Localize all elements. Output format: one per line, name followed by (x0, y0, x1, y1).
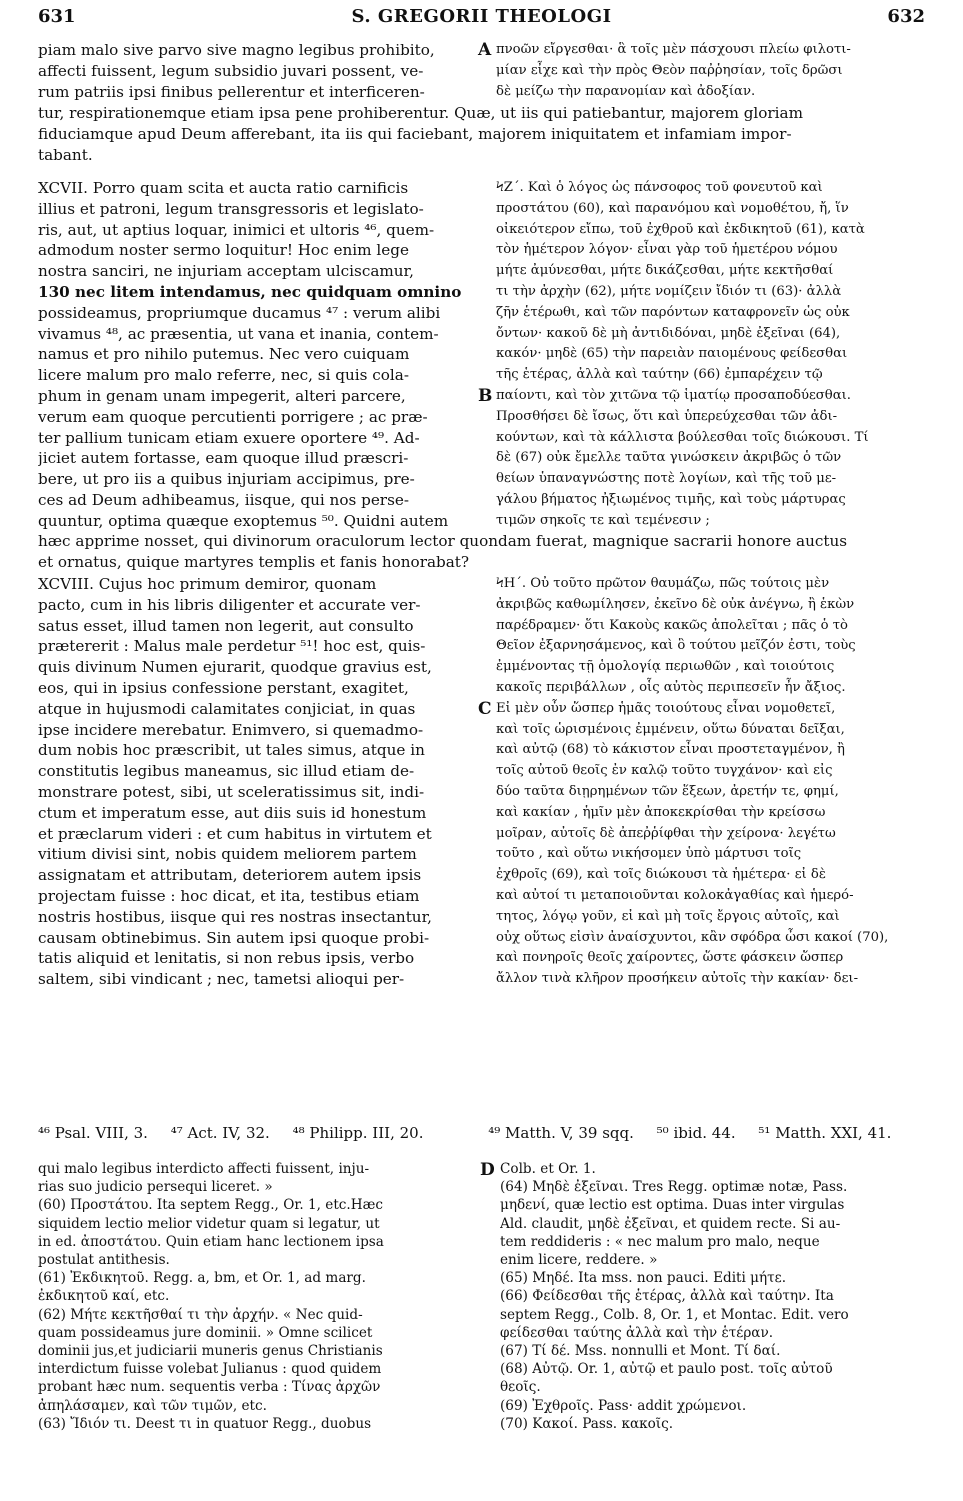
text-line: τὸν ἡμέτερον λόγον· εἶναι γὰρ τοῦ ἡμετέρου νόμου (496, 242, 838, 258)
text-line: atque in hujusmodi calamitates conjiciat, in quas (38, 699, 416, 718)
text-line: namus et pro nihilo putemus. Nec vero cuiquam (38, 345, 410, 364)
note-line: (67) Τί δέ. Mss. nonnulli et Mont. Τί δαί. (500, 1343, 781, 1360)
text-line: κούντων, καὶ τὰ κάλλιστα βούλεσθαι τοῖς διώκουσι. Τί (496, 429, 869, 445)
margin-marker-b: B (478, 386, 493, 406)
text-line: γάλου βήματος ἠξιωμένος τιμῆς, καὶ τοὺς μάρτυρας (496, 491, 846, 507)
text-line: causam obtinebimus. Sin autem ipsi quoque probi- (38, 928, 430, 947)
text-line: ϞΗ΄. Οὐ τοῦτο πρῶτον θαυμάζω, πῶς τούτοις μὲν (496, 576, 830, 591)
note-line: (63) Ἴδιόν τι. Deest τι in quatuor Regg., duobus (38, 1415, 372, 1432)
text-line: vitium divisi sint, nobis quidem meliorem partem (38, 845, 417, 864)
reference: ⁴⁹ Matth. V, 39 sqq. (488, 1124, 634, 1142)
text-line: καὶ πονηροῖς θεοῖς χαίροντες, ὥστε φάσκειν ὥσπερ (496, 950, 844, 966)
running-title: S. GREGORII THEOLOGI (351, 6, 612, 27)
text-line: XCVIII. Cujus hoc primum demiror, quonam (38, 575, 377, 593)
latin-column-section-2 (38, 178, 478, 532)
text-line: ces ad Deum adhibeamus, iisque, qui nos perse- (38, 490, 409, 509)
text-line: ἀκριβῶς καθωμίλησεν, ἐκεῖνο δὲ οὐκ ἀνέγνω, ἢ ἑκὼν (496, 596, 855, 612)
latin-full-width-section-1 (38, 103, 928, 165)
latin-column-section-1 (38, 40, 478, 102)
text-line: παίοντι, καὶ τὸν χιτῶνα τῷ ἱματίῳ προσαποδύεσθαι. (496, 387, 852, 403)
text-line: admodum noster sermo loquitur! Hoc enim lege (38, 241, 409, 260)
greek-column-section-2 (496, 178, 931, 532)
text-line: 130 nec litem intendamus, nec quidquam omnino (38, 282, 462, 301)
note-line: qui malo legibus interdicto affecti fuissent, inju- (38, 1161, 370, 1177)
margin-marker-d: D (480, 1160, 495, 1180)
text-line: XCVII. Porro quam scita et aucta ratio carnificis (38, 179, 409, 197)
text-line: παρέδραμεν· ὅτι Κακοὺς κακῶς ἀπολεῖται ; πᾶς ὁ τὸ (496, 617, 848, 633)
text-line: τοῖς αὐτοῦ θεοῖς ἐν καλῷ τοῦτο τυγχάνον· καὶ εἰς (496, 763, 833, 779)
note-line: φείδεσθαι ταύτης ἀλλὰ καὶ τὴν ἑτέραν. (500, 1324, 774, 1341)
reference: ⁴⁶ Psal. VIII, 3. (38, 1124, 148, 1142)
text-line: καὶ κακίαν , ἡμῖν μὲν ἀποκεκρίσθαι τὴν κρείσσω (496, 804, 826, 820)
text-line: monstrare potest, sibi, ut sceleratissimus sit, indi- (38, 782, 425, 801)
text-line: dum nobis hoc præscribit, ut tales simus, atque in (38, 741, 425, 760)
reference: ⁵⁰ ibid. 44. (656, 1124, 736, 1142)
note-line: interdictum fuisse volebat Julianus : quod quidem (38, 1361, 382, 1378)
text-line: προστάτου (60), καὶ παρανόμου καὶ νομοθέτου, ἤ, ἵν (496, 200, 849, 216)
text-line: verum eam quoque percutienti porrigere ; ac præ- (38, 407, 428, 426)
text-line: τι τὴν ἀρχὴν (62), μήτε νομίζειν ἴδιόν τι (63)· ἀλλὰ (496, 283, 842, 299)
text-line: καὶ αὐτοί τι μεταποιοῦνται κολοκἀγαθίας καὶ ἡμερό- (496, 887, 854, 903)
text-line: satus esset, illud tamen non legerit, aut consulto (38, 616, 414, 635)
text-line: δύο ταῦτα διῃρημένων τῶν ἕξεων, ἀρετήν τε, φημί, (496, 783, 839, 799)
text-line: οἰκειότερον εἴπω, τοῦ ἐχθροῦ καὶ ἐκδικητοῦ (61), κατὰ (496, 221, 865, 237)
text-line: καὶ αὐτῷ (68) τὸ κάκιστον εἶναι προστεταγμένον, ἢ (496, 742, 845, 758)
text-line: τοῦτο , καὶ οὕτω νικήσομεν ὑπὸ μάρτυσι τοῖς (496, 846, 802, 862)
text-line: fiduciamque apud Deum afferebant, ita iis qui faciebant, majorem iniquitatem et infamiam impor- (38, 124, 792, 143)
reference: ⁴⁸ Philipp. III, 20. (292, 1124, 424, 1142)
latin-full-width-section-2 (38, 531, 928, 573)
note-line: (69) Ἐχθροῖς. Pass· addit χρώμενοι. (500, 1397, 747, 1414)
text-line: Θεῖον ἐξαρνησάμενος, καὶ ὃ τούτου μεῖζόν ἐστι, τοὺς (496, 638, 856, 654)
notes-right-column (500, 1160, 930, 1433)
text-line: bere, ut pro iis a quibus injuriam accipimus, pre- (38, 470, 415, 489)
note-line: Ald. claudit, μηδὲ ἐξεῖναι, et quidem recte. Si au- (500, 1215, 841, 1232)
text-line: ὄντων· κακοῦ δὲ μὴ ἀντιδιδόναι, μηδὲ ἐξεῖναι (64), (496, 325, 841, 341)
note-line: (68) Αὐτῷ. Or. 1, αὐτῷ et paulo post. τοῖς αὐτοῦ (500, 1361, 833, 1378)
text-line: quis divinum Numen ejurarit, quodque gravius est, (38, 658, 432, 677)
left-page-number: 631 (38, 6, 76, 27)
text-line: θείων ὑπαναγνώστης ποτὲ λογίων, καὶ τῆς τοῦ με- (496, 471, 837, 487)
text-line: ctum et imperatum esse, aut diis suis id honestum (38, 803, 427, 822)
text-line: vivamus ⁴⁸, ac præsentia, ut vana et inania, contem- (38, 324, 439, 343)
text-line: eos, qui in ipsius confessione perstant, exagitet, (38, 678, 409, 697)
note-line: probant hæc num. sequentis verba : Τίνας ἀρχῶν (38, 1379, 381, 1396)
note-line: septem Regg., Colb. 8, Or. 1, et Montac. Edit. vero (500, 1306, 849, 1323)
text-line: saltem, sibi vindicant ; nec, tametsi alioqui per- (38, 970, 405, 989)
text-line: μήτε ἀμύνεσθαι, μήτε δικάζεσθαι, μήτε κεκτῆσθαί (496, 263, 834, 279)
note-line: quam possideamus jure dominii. » Omne scilicet (38, 1324, 373, 1341)
note-line: ἐκδικητοῦ καί, etc. (38, 1288, 170, 1305)
text-line: καὶ τοῖς ὡρισμένοις ἐμμένειν, οὕτω δύναται δεῖξαι, (496, 721, 845, 737)
text-line: constitutis legibus maneamus, sic illud etiam de- (38, 762, 415, 781)
text-line: jiciet autem fortasse, eam quoque illud præscri- (38, 449, 409, 468)
note-line: (62) Μήτε κεκτῆσθαί τι τὴν ἀρχήν. « Nec quid- (38, 1306, 363, 1323)
note-line: (61) Ἐκδικητοῦ. Regg. a, bm, et Or. 1, ad marg. (38, 1270, 366, 1287)
text-line: phum in genam unam impegerit, alteri parcere, (38, 386, 406, 405)
note-line: (60) Προστάτου. Ita septem Regg., Or. 1, etc.Hæc (38, 1197, 383, 1214)
text-line: tur, respirationemque etiam ipsa pene prohiberentur. Quæ, ut iis qui patiebantur, majorem gloriam (38, 104, 803, 122)
note-line: in ed. ἀποστάτου. Quin etiam hanc lectionem ipsa (38, 1233, 384, 1250)
text-line: affecti fuissent, legum subsidio juvari possent, ve- (38, 61, 424, 80)
margin-marker-c: C (478, 699, 492, 719)
text-line: et ornatus, quique martyres templis et fanis honorabat? (38, 552, 470, 571)
text-line: ζῆν ἑτέρωθι, καὶ τῶν παρόντων καταφρονεῖν ὡς οὐκ (496, 304, 850, 320)
note-line: siquidem lectio melior videtur quam si legatur, ut (38, 1215, 380, 1232)
text-line: τητος, λόγῳ γοῦν, εἰ καὶ μὴ τοῖς ἔργοις αὐτοῖς, καὶ (496, 908, 840, 924)
right-page-number: 632 (887, 6, 925, 27)
text-line: μοῖραν, αὐτοῖς δὲ ἀπεῤῥίφθαι τὴν χείρονα· λεγέτω (496, 825, 836, 841)
note-line: postulat antithesis. (38, 1252, 170, 1269)
note-line: (65) Μηδέ. Ita mss. non pauci. Editi μήτε. (500, 1270, 787, 1287)
text-line: μίαν εἶχε καὶ τὴν πρὸς Θεὸν παῤῥησίαν, τοῖς δρῶσι (496, 62, 843, 78)
text-line: projectam fuisse : hoc dicat, et ita, testibus etiam (38, 886, 420, 905)
scripture-references (38, 1124, 928, 1142)
text-line: ϞΖ΄. Καὶ ὁ λόγος ὡς πάνσοφος τοῦ φονευτοῦ καὶ (496, 180, 823, 195)
text-line: prætererit : Malus male perdetur ⁵¹! hoc est, quis- (38, 637, 426, 656)
text-line: illius et patroni, legum transgressoris et legislato- (38, 199, 424, 218)
text-line: δὲ μείζω τὴν παρανομίαν καὶ ἀδοξίαν. (496, 83, 756, 99)
text-line: ἐμμένοντας τῇ ὁμολογίᾳ περιωθῶν , καὶ τοιούτοις (496, 659, 835, 675)
note-line: Colb. et Or. 1. (500, 1161, 596, 1177)
text-line: quuntur, optima quæque exoptemus ⁵⁰. Quidni autem (38, 511, 449, 530)
text-line: τιμῶν σηκοῖς τε καὶ τεμένεσιν ; (496, 512, 710, 528)
note-line: θεοῖς. (500, 1379, 541, 1396)
text-line: ἐχθροῖς (69), καὶ τοῖς διώκουσι τὰ ἡμέτερα· εἰ δὲ (496, 867, 826, 883)
text-line: οὐχ οὕτως εἰσὶν ἀναίσχυντοι, κἂν σφόδρα ὦσι κακοί (70), (496, 929, 889, 945)
greek-column-section-3 (496, 574, 931, 990)
text-line: ter pallium tunicam etiam exuere oportere ⁴⁹. Ad- (38, 428, 420, 447)
greek-column-section-1 (496, 40, 931, 102)
text-line: piam malo sive parvo sive magno legibus prohibito, (38, 41, 435, 59)
note-line: (64) Μηδὲ ἐξεῖναι. Tres Regg. optimæ notæ, Pass. (500, 1179, 848, 1196)
text-line: ipse incidere merebatur. Enimvero, si quemadmo- (38, 720, 424, 739)
text-line: possideamus, propriumque ducamus ⁴⁷ : verum alibi (38, 303, 441, 322)
note-line: enim licere, reddere. » (500, 1252, 658, 1269)
notes-left-column (38, 1160, 478, 1433)
text-line: tatis aliquid et lenitatis, si non rebus ipsis, verbo (38, 949, 415, 968)
text-line: ἄλλον τινὰ κλῆρον προσήκειν αὐτοῖς τὴν κακίαν· δει- (496, 971, 859, 987)
text-line: Εἰ μὲν οὖν ὥσπερ ἡμᾶς τοιούτους εἶναι νομοθετεῖ, (496, 700, 836, 716)
note-line: tem reddideris : « nec malum pro malo, neque (500, 1233, 820, 1250)
latin-column-section-3 (38, 574, 478, 990)
text-line: hæc apprime nosset, qui divinorum oraculorum lector quondam fuerat, magnique sacrarii honore auctus (38, 532, 848, 550)
note-line: (70) Κακοί. Pass. κακοῖς. (500, 1415, 674, 1432)
text-line: rum patriis ipsi finibus pellerentur et interficeren- (38, 82, 425, 101)
note-line: ἀπηλάσαμεν, καὶ τῶν τιμῶν, etc. (38, 1397, 267, 1414)
note-line: (66) Φείδεσθαι τῆς ἑτέρας, ἀλλὰ καὶ ταύτην. Ita (500, 1288, 834, 1305)
text-line: assignatam et attributam, deteriorem autem ipsis (38, 866, 422, 885)
text-line: κακόν· μηδὲ (65) τὴν παρειὰν παιομένους φείδεσθαι (496, 346, 848, 362)
text-line: δὲ (67) οὐκ ἔμελλε ταῦτα γινώσκειν ἀκριβῶς ὁ τῶν (496, 450, 842, 466)
text-line: tabant. (38, 145, 93, 164)
text-line: πνοῶν εἴργεσθαι· ἃ τοῖς μὲν πάσχουσι πλείω φιλοτι- (496, 42, 851, 57)
text-line: licere malum pro malo referre, nec, si quis cola- (38, 366, 409, 385)
page-header (38, 6, 925, 34)
text-line: Προσθήσει δὲ ἴσως, ὅτι καὶ ὑπερεύχεσθαι τῶν ἀδι- (496, 408, 838, 424)
text-line: κακοῖς περιβάλλων , οἷς αὐτὸς περιπεσεῖν ἦν ἄξιος. (496, 679, 846, 695)
text-line: nostris hostibus, iisque qui res nostras insectantur, (38, 907, 433, 926)
note-line: rias suo judicio persequi liceret. » (38, 1179, 273, 1196)
note-line: dominii jus,et judiciarii muneris genus Christianis (38, 1343, 383, 1360)
reference: ⁵¹ Matth. XXI, 41. (758, 1124, 892, 1142)
text-line: nostra sanciri, ne injuriam acceptam ulciscamur, (38, 262, 414, 281)
note-line: μηδενί, quæ lectio est optima. Duas inter virgulas (500, 1197, 845, 1214)
text-line: τῆς ἑτέρας, ἀλλὰ καὶ ταύτην (66) ἐμπαρέχειν τῷ (496, 367, 823, 383)
text-line: et præclarum videri : et cum habitus in virtutem et (38, 824, 432, 843)
reference: ⁴⁷ Act. IV, 32. (170, 1124, 270, 1142)
text-line: ris, aut, ut aptius loquar, inimici et ultoris ⁴⁶, quem- (38, 220, 435, 239)
margin-marker-a: A (478, 40, 492, 60)
text-line: pacto, cum in his libris diligenter et accurate ver- (38, 595, 421, 614)
